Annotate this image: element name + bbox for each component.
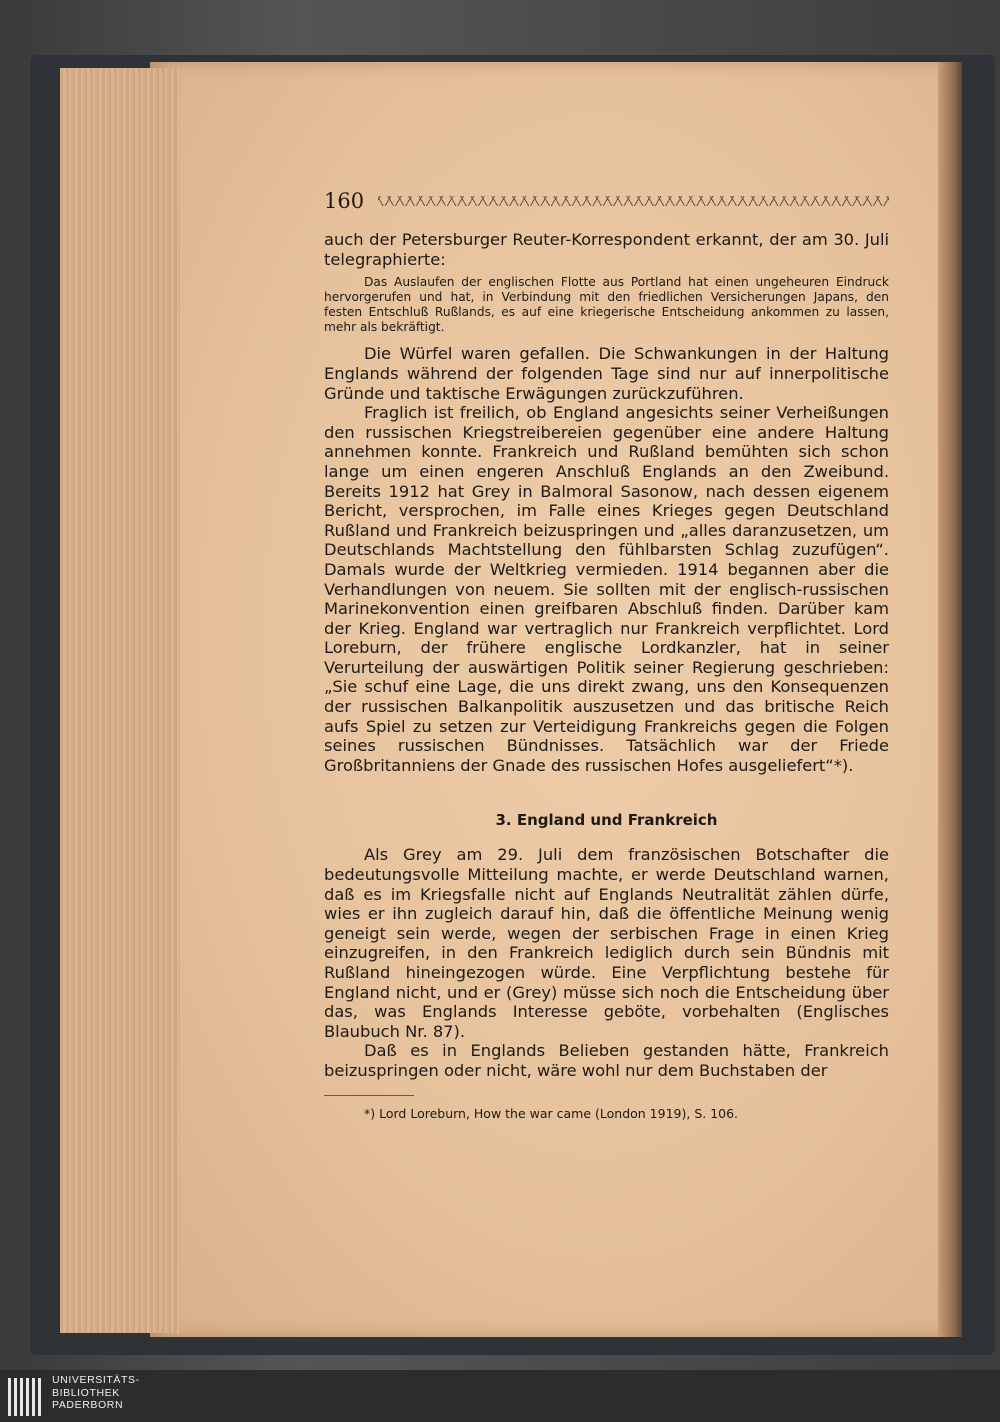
paragraph-2: Die Würfel waren gefallen. Die Schwankungen in der Haltung Englands während der folgenden Tage sind nur auf innerpolitische Gründe und taktische Erwägungen zurückzuführen. (324, 344, 889, 403)
library-name-line-2: BIBLIOTHEK (52, 1386, 120, 1399)
paragraph-5: Daß es in Englands Belieben gestanden hätte, Frankreich beizuspringen oder nicht, wäre wohl nur dem Buchstaben der (324, 1041, 889, 1080)
paragraph-4: Als Grey am 29. Juli dem französischen Botschafter die bedeutungsvolle Mitteilung machte, er werde Deutschland warnen, daß es im Kriegsfalle nicht auf Englands Neutralität zählen dürfe, wies er ihn zugleich darauf hin, daß die öffentliche Meinung wenig geneigt sein werde, wegen der serbischen Frage in einen Krieg einzugreifen, in den Frankreich lediglich durch sein Bündnis mit Rußland hineingezogen würde. Eine Verpflichtung bestehe für England nicht, und er (Grey) müsse sich noch die Entscheidung über das, was Englands Interesse geböte, vorbehalten (Englisches Blaubuch Nr. 87). (324, 845, 889, 1041)
library-name-line-1: UNIVERSITÄTS- (52, 1374, 140, 1386)
footnote: *) Lord Loreburn, How the war came (London 1919), S. 106. (364, 1105, 739, 1121)
telegram-quote: Das Auslaufen der englischen Flotte aus Portland hat einen ungeheuren Eindruck hervorgerufen und hat, in Verbindung mit den friedlichen Versicherungen Japans, den festen Entschluß Rußlands, es auf eine kriegerische Entscheidung ankommen zu lassen, mehr als bekräftigt. (324, 275, 889, 334)
page-number: 160 (324, 189, 365, 213)
library-name (52, 1374, 140, 1412)
library-logo-icon (8, 1378, 44, 1416)
header-ornament (378, 196, 889, 206)
footnote-rule (324, 1095, 414, 1096)
book-gutter (938, 62, 962, 1337)
page-text (324, 186, 889, 1121)
paragraph-3: Fraglich ist freilich, ob England angesichts seiner Verheißungen den russischen Kriegstreibereien gegenüber eine andere Haltung annehmen konnte. Frankreich und Rußland bemühten sich schon lange um einen engeren Anschluß Englands an den Zweibund. Bereits 1912 hat Grey in Balmoral Sasonow, nach dessen eigenem Bericht, versprochen, im Falle eines Krieges gegen Deutschland Rußland und Frankreich beizuspringen und „alles daranzusetzen, um Deutschlands Machtstellung den fühlbarsten Schlag zuzufügen“. Damals wurde der Weltkrieg vermieden. 1914 begannen aber die Verhandlungen von neuem. Sie sollten mit der englisch-russischen Marinekonvention einen greifbaren Abschluß finden. Darüber kam der Krieg. England war vertraglich nur Frankreich verpflichtet. Lord Loreburn, der frühere englische Lordkanzler, hat in seiner Verurteilung der auswärtigen Politik seiner Regierung geschrieben: „Sie schuf eine Lage, die uns direkt zwang, uns den Konsequenzen der russischen Balkanpolitik auszusetzen und das britische Reich aufs Spiel zu setzen zur Verteidigung Frankreichs gegen die Folgen seines russischen Bündnisses. Tatsächlich war der Friede Großbritanniens der Gnade des russischen Hofes ausgeliefert“*). (324, 403, 889, 775)
page-header (324, 186, 889, 216)
library-banner (0, 1370, 1000, 1422)
library-name-line-3: PADERBORN (52, 1399, 124, 1411)
page-edges (60, 68, 180, 1333)
section-heading: 3. England und Frankreich (495, 811, 718, 830)
paragraph-1: auch der Petersburger Reuter-Korrespondent erkannt, der am 30. Juli telegraphierte: (324, 230, 889, 269)
